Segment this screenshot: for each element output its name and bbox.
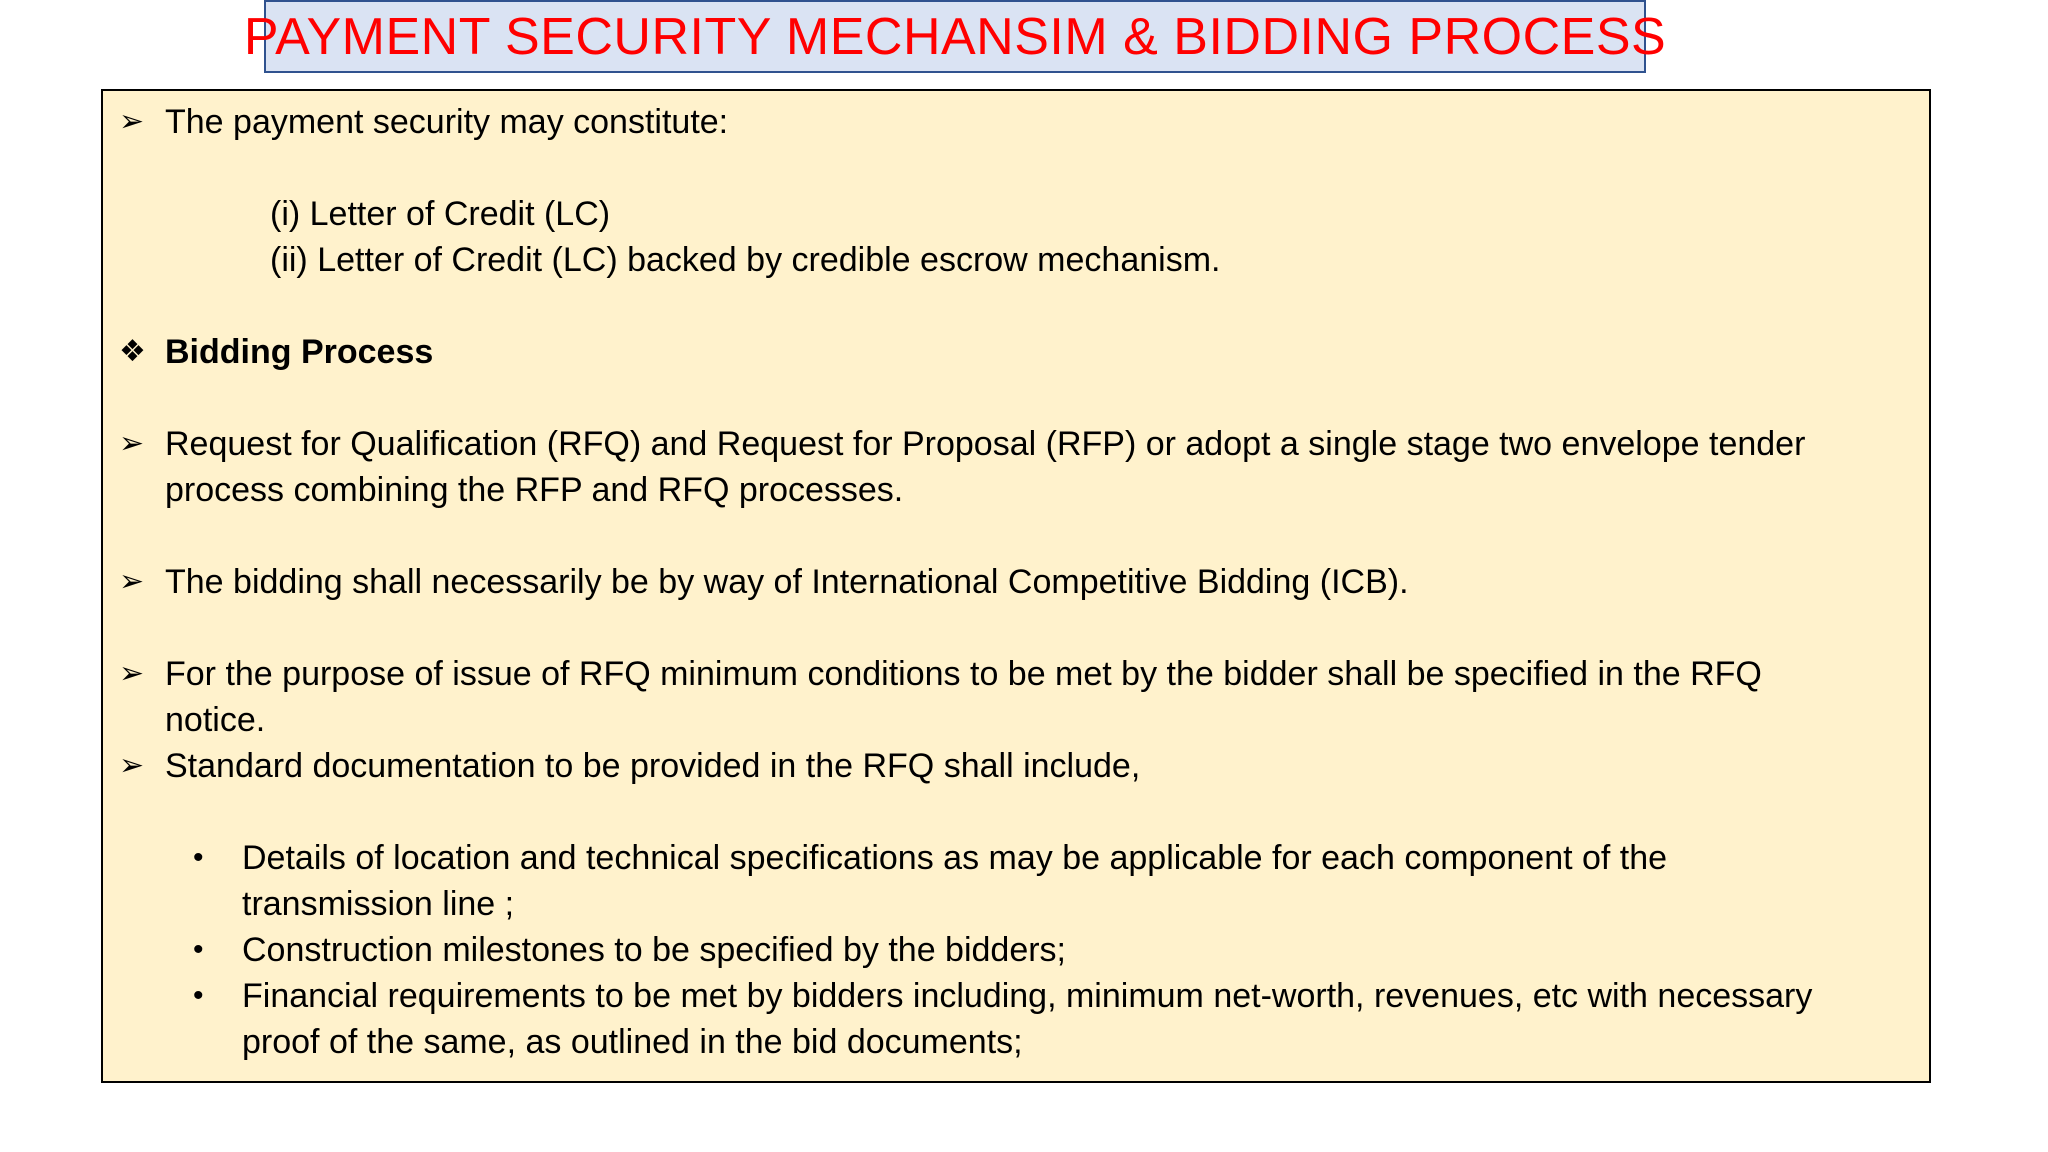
icb-text: The bidding shall necessarily be by way of International Competitive Bidding (ICB). <box>165 563 1409 601</box>
sub-item-financial-line1: Financial requirements to be met by bidders including, minimum net-worth, revenues, etc with necessary <box>242 977 1813 1015</box>
arrow-bullet-icon: ➢ <box>119 427 145 460</box>
arrow-bullet-icon: ➢ <box>119 749 145 782</box>
sub-item-financial-line2: proof of the same, as outlined in the bid documents; <box>242 1023 1023 1061</box>
diamond-bullet-icon: ❖ <box>119 335 146 368</box>
dot-bullet-icon: • <box>193 841 204 874</box>
rfq-rfp-text-line1: Request for Qualification (RFQ) and Request for Proposal (RFP) or adopt a single stage two envelope tender <box>165 425 1806 463</box>
rfq-conditions-line2: notice. <box>165 701 266 739</box>
dot-bullet-icon: • <box>193 933 204 966</box>
dot-bullet-icon: • <box>193 979 204 1012</box>
payment-security-intro: The payment security may constitute: <box>165 103 729 141</box>
bidding-process-heading: Bidding Process <box>165 333 434 371</box>
rfq-conditions-line1: For the purpose of issue of RFQ minimum conditions to be met by the bidder shall be specified in the RFQ <box>165 655 1762 693</box>
arrow-bullet-icon: ➢ <box>119 657 145 690</box>
slide-title: PAYMENT SECURITY MECHANSIM & BIDDING PROCESS <box>243 7 1667 66</box>
payment-option-lc: (i) Letter of Credit (LC) <box>270 195 611 233</box>
rfq-rfp-text-line2: process combining the RFP and RFQ processes. <box>165 471 904 509</box>
arrow-bullet-icon: ➢ <box>119 105 145 138</box>
sub-item-milestones: Construction milestones to be specified by the bidders; <box>242 931 1067 969</box>
payment-option-lc-escrow: (ii) Letter of Credit (LC) backed by credible escrow mechanism. <box>270 241 1221 279</box>
standard-documentation-text: Standard documentation to be provided in the RFQ shall include, <box>165 747 1141 785</box>
slide-title-box <box>243 0 1667 73</box>
arrow-bullet-icon: ➢ <box>119 565 145 598</box>
sub-item-location-line2: transmission line ; <box>242 885 515 923</box>
sub-item-location-line1: Details of location and technical specifications as may be applicable for each component of the <box>242 839 1668 877</box>
